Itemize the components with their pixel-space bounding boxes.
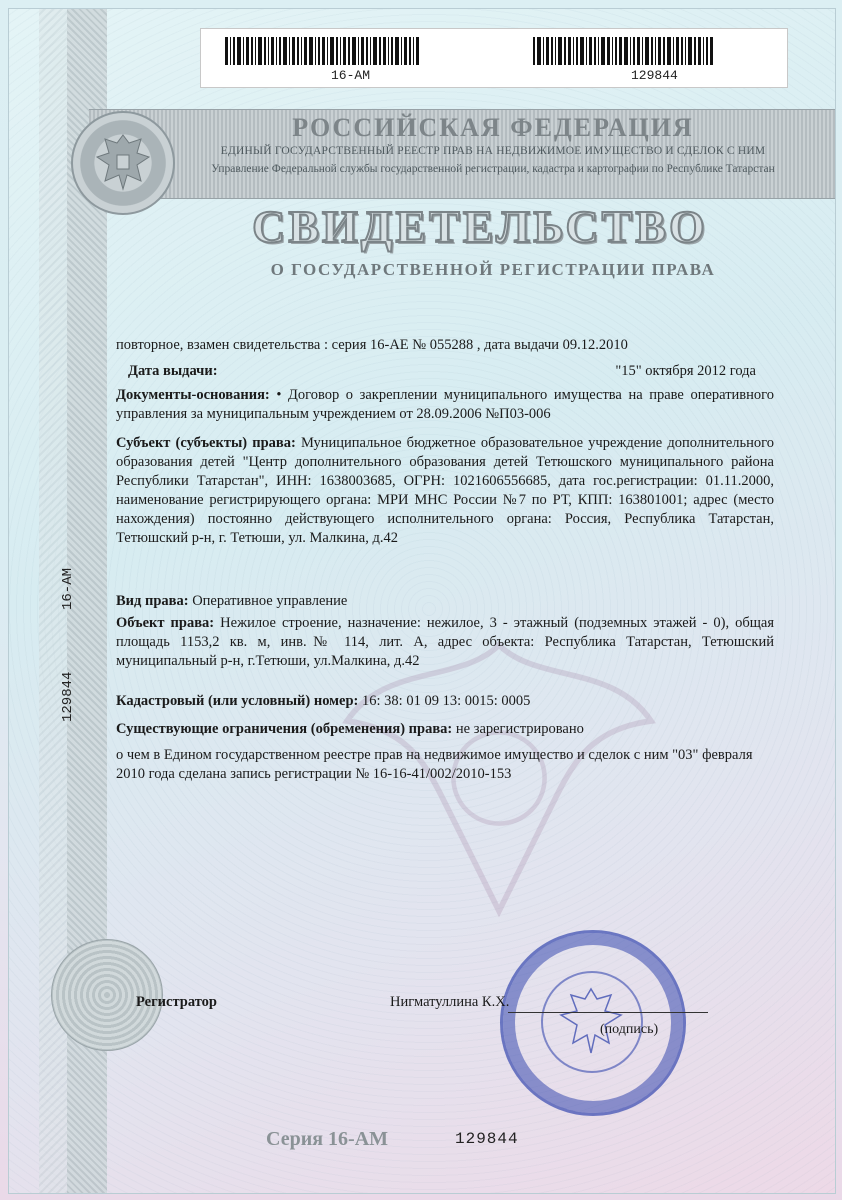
- cadastral-value: 16: 38: 01 09 13: 0015: 0005: [358, 693, 531, 709]
- registrar-label: Регистратор: [136, 994, 217, 1010]
- barcode-right-label: 129844: [631, 68, 678, 83]
- object-paragraph: [116, 614, 774, 671]
- right-type-row: [116, 592, 774, 611]
- header-registry-line: ЕДИНЫЙ ГОСУДАРСТВЕННЫЙ РЕЕСТР ПРАВ НА НЕДВИЖИМОЕ ИМУЩЕСТВО И СДЕЛОК С НИМ: [220, 145, 766, 157]
- footer-number: 129844: [455, 1130, 519, 1148]
- restrictions-value: не зарегистрировано: [452, 721, 584, 737]
- coat-of-arms-icon: [71, 111, 175, 215]
- issue-date-label: Дата выдачи:: [128, 363, 218, 379]
- signature-hint: (подпись): [600, 1022, 659, 1037]
- barcode-right: [533, 37, 769, 65]
- subject-value: Муниципальное бюджетное образовательное учреждение дополнительного образования детей "Центр дополнительного образования детей Тетюшского муниципального района Республики Татарстан", ИНН: 1638003685, ОГРН: 1021606556685, дата гос.регистрации: 01.11.2000, наименование регистрирующего органа: МРИ МНС России №7 по РТ, КПП: 163801001; адрес (место нахождения) постоянно действующего исполнительного органа: Россия, Республика Татарстан, Тетюшский р-н, г. Тетюши, ул. Малкина, д.42: [116, 435, 774, 546]
- barcode-strip: [200, 28, 788, 88]
- restrictions-row: [116, 720, 774, 739]
- signature-line: [508, 1012, 708, 1013]
- barcode-left-label: 16-АМ: [331, 68, 371, 83]
- restrictions-label: Существующие ограничения (обременения) права:: [116, 721, 453, 737]
- subject-label: Субъект (субъекты) права:: [116, 435, 296, 451]
- subject-paragraph: [116, 434, 774, 548]
- certificate-subtitle: О ГОСУДАРСТВЕННОЙ РЕГИСТРАЦИИ ПРАВА: [270, 260, 716, 279]
- docs-label: Документы-основания:: [116, 387, 270, 403]
- docs-paragraph: [116, 386, 774, 424]
- cadastral-label: Кадастровый (или условный) номер:: [116, 693, 359, 709]
- issue-date-value: "15" октября 2012 года: [615, 363, 756, 379]
- side-series: 16-АМ: [60, 567, 76, 610]
- barcode-left: [225, 37, 477, 65]
- seal-eagle-icon: [553, 983, 629, 1059]
- right-type-value: Оперативное управление: [188, 593, 348, 609]
- certificate-title: СВИДЕТЕЛЬСТВО: [252, 201, 708, 252]
- header-title: РОССИЙСКАЯ ФЕДЕРАЦИЯ: [292, 113, 694, 142]
- object-value: Нежилое строение, назначение: нежилое, 3 - этажный (подземных этажей - 0), общая площадь 1153,2 кв. м, инв.№ 114, лит. А, адрес объекта: Республика Татарстан, Тетюшский муниципальный р-н, г.Тетюши, ул.Малкина, д.42: [116, 615, 774, 669]
- issue-date-row: [116, 362, 774, 381]
- repeat-note: повторное, взамен свидетельства : серия 16-АЕ № 055288 , дата выдачи 09.12.2010: [116, 337, 628, 353]
- footer-series: Серия 16-АМ: [266, 1128, 389, 1150]
- side-number: 129844: [60, 671, 76, 722]
- object-label: Объект права:: [116, 615, 215, 631]
- record-note: о чем в Едином государственном реестре прав на недвижимое имущество и сделок с ним "03" февраля 2010 года сделана запись регистрации № 16-16-41/002/2010-153: [116, 747, 753, 782]
- docs-value: • Договор о закреплении муниципального имущества на праве оперативного управления за муниципальным учреждением от 28.09.2006 №П03-006: [116, 387, 774, 422]
- registrar-name: Нигматуллина К.Х.: [390, 994, 510, 1010]
- header-authority-line: Управление Федеральной службы государственной регистрации, кадастра и картографии по Республике Татарстан: [211, 163, 775, 175]
- right-type-label: Вид права:: [116, 593, 189, 609]
- cadastral-row: [116, 692, 774, 711]
